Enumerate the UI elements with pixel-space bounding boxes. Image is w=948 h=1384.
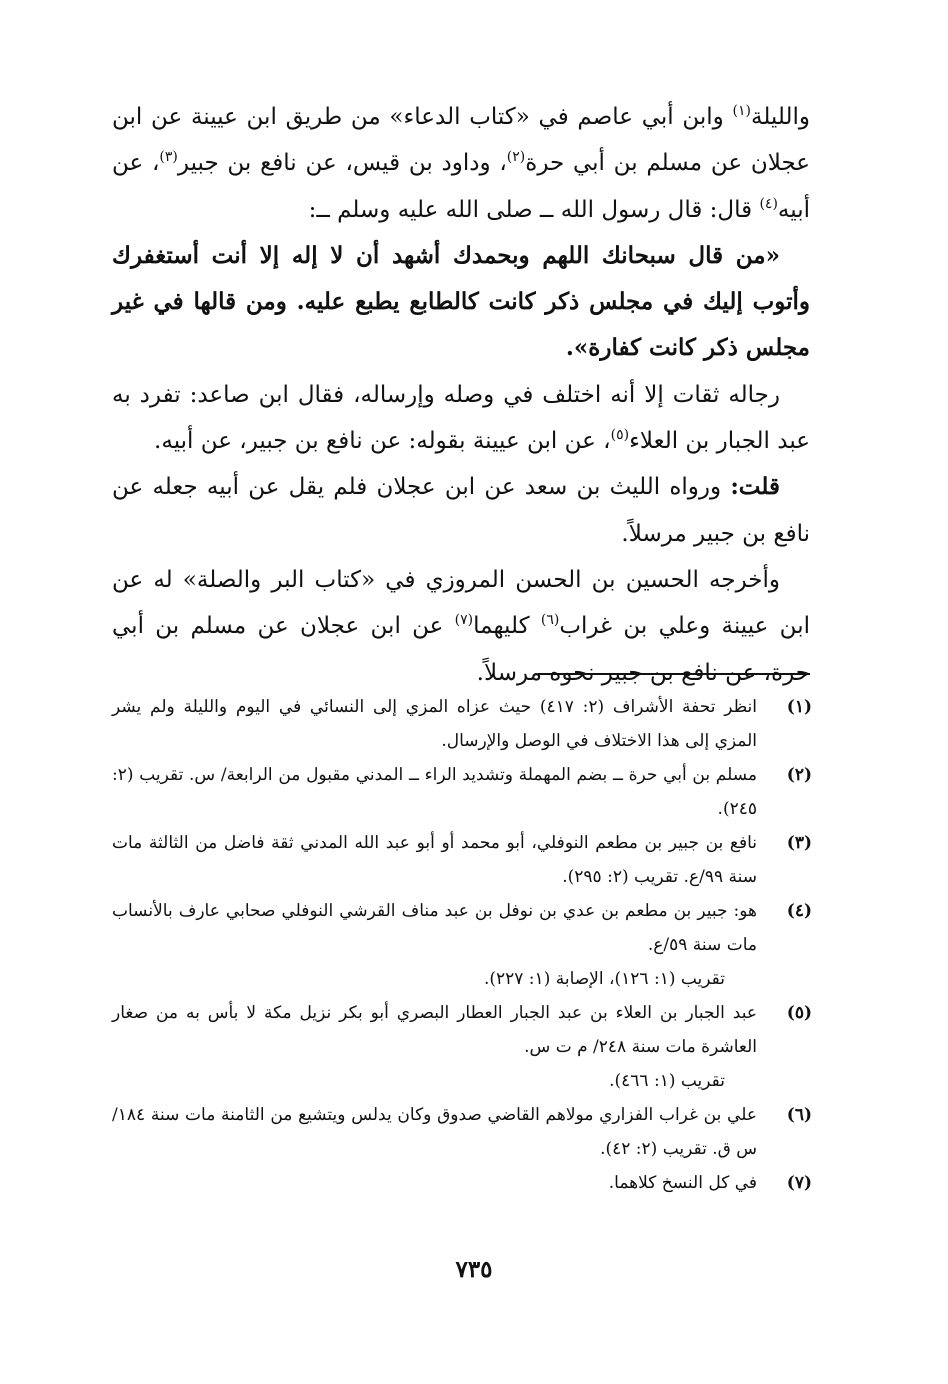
footnote-1 (112, 690, 812, 758)
footnote-4 (112, 894, 812, 996)
main-text (112, 94, 810, 696)
footnote-number: (٧) (786, 1173, 812, 1193)
footnote-ref-4[interactable]: (٤) (759, 195, 778, 212)
footnote-ref-7[interactable]: (٧) (454, 612, 474, 629)
footnotes (112, 690, 812, 1200)
text-run: ، وداود بن قيس، عن نافع بن جبير (177, 150, 507, 177)
text-run: كليهما (473, 613, 541, 640)
footnote-number: (٣) (786, 833, 812, 853)
text-run: ورواه الليث بن سعد عن ابن عجلان فلم يقل عن أبيه جعله عن نافع بن جبير مرسلاً. (112, 474, 810, 547)
paragraph-4 (112, 464, 810, 557)
footnote-number: (١) (786, 697, 812, 717)
footnote-number: (٦) (786, 1105, 812, 1125)
footnote-text: علي بن غراب الفزاري مولاهم القاضي صدوق وكان يدلس ويتشيع من الثامنة مات سنة ١٨٤/ س ق. تقريب (٢: ٤٢). (112, 1105, 757, 1159)
paragraph-3 (112, 372, 810, 465)
footnote-ref-6[interactable]: (٦) (540, 612, 560, 629)
paragraph-5 (112, 557, 810, 696)
paragraph-1 (112, 94, 810, 233)
text-run: عن ابن عجلان عن مسلم بن أبي حرة، عن نافع بن جبير نحوه مرسلاً. (112, 613, 810, 686)
footnote-text: في كل النسخ كلاهما. (608, 1173, 757, 1193)
footnote-subline: تقريب (١: ٤٦٦). (609, 1071, 725, 1091)
footnote-ref-2[interactable]: (٢) (506, 149, 526, 166)
footnote-text: انظر تحفة الأشراف (٢: ٤١٧) حيث عزاه المزي إلى النسائي في اليوم والليلة ولم يشر المزي إلى هذا الاختلاف في الوصل والإرسال. (112, 697, 757, 751)
page-number: ٧٣٥ (455, 1256, 493, 1283)
footnote-subline: تقريب (١: ١٢٦)، الإصابة (١: ٢٢٧). (483, 969, 725, 989)
footnote-3 (112, 826, 812, 894)
text-run: رجاله ثقات إلا أنه اختلف في وصله وإرساله، فقال ابن صاعد: تفرد به عبد الجبار بن العلاء (112, 381, 810, 455)
footnote-ref-3[interactable]: (٣) (159, 149, 178, 166)
footnote-7 (112, 1166, 812, 1200)
text-run: ، عن أبيه (112, 150, 810, 223)
footnote-text: عبد الجبار بن العلاء بن عبد الجبار العطار البصري أبو بكر نزيل مكة لا بأس به من صغار العاشرة مات سنة ٢٤٨/ م ت س. (112, 1003, 757, 1057)
text-run: والليلة (750, 104, 810, 130)
footnote-5 (112, 996, 812, 1098)
footnote-separator (538, 673, 810, 675)
footnote-number: (٤) (786, 901, 812, 921)
footnote-6 (112, 1098, 812, 1166)
text-run: ، عن ابن عيينة بقوله: عن نافع بن جبير، عن أبيه. (154, 428, 611, 455)
footnote-number: (٥) (786, 1003, 812, 1023)
text-run: وأخرجه الحسين بن الحسن المروزي في «كتاب البر والصلة» له عن ابن عيينة وعلي بن غراب (112, 566, 810, 640)
text-run: قال: قال رسول الله ــ صلى الله عليه وسلم ــ: (308, 196, 760, 223)
footnote-ref-5[interactable]: (٥) (610, 427, 630, 444)
footnote-text: نافع بن جبير بن مطعم النوفلي، أبو محمد أو أبو عبد الله المدني ثقة فاضل من الثالثة مات سنة ٩٩/ع. تقريب (٢: ٢٩٥). (112, 833, 757, 887)
footnote-2 (112, 758, 812, 826)
text-run: وابن أبي عاصم في «كتاب الدعاء» من طريق ابن عيينة عن ابن عجلان عن مسلم بن أبي حرة (112, 104, 811, 177)
footnote-ref-1[interactable]: (١) (732, 103, 751, 119)
footnote-text: مسلم بن أبي حرة ــ بضم المهملة وتشديد الراء ــ المدني مقبول من الرابعة/ س. تقريب (٢: ٢٤٥). (112, 765, 757, 819)
hadith-text: «من قال سبحانك اللهم وبحمدك أشهد أن لا إله إلا أنت أستغفرك وأتوب إليك في مجلس ذكر كانت كالطابع يطبع عليه. ومن قالها في غير مجلس ذكر كانت كفارة». (112, 241, 810, 362)
qultu-label: قلت: (730, 473, 780, 501)
footnote-number: (٢) (786, 765, 812, 785)
footnote-text: هو: جبير بن مطعم بن عدي بن نوفل بن عبد مناف القرشي النوفلي صحابي عارف بالأنساب مات سنة ٥٩/ع. (112, 901, 757, 955)
